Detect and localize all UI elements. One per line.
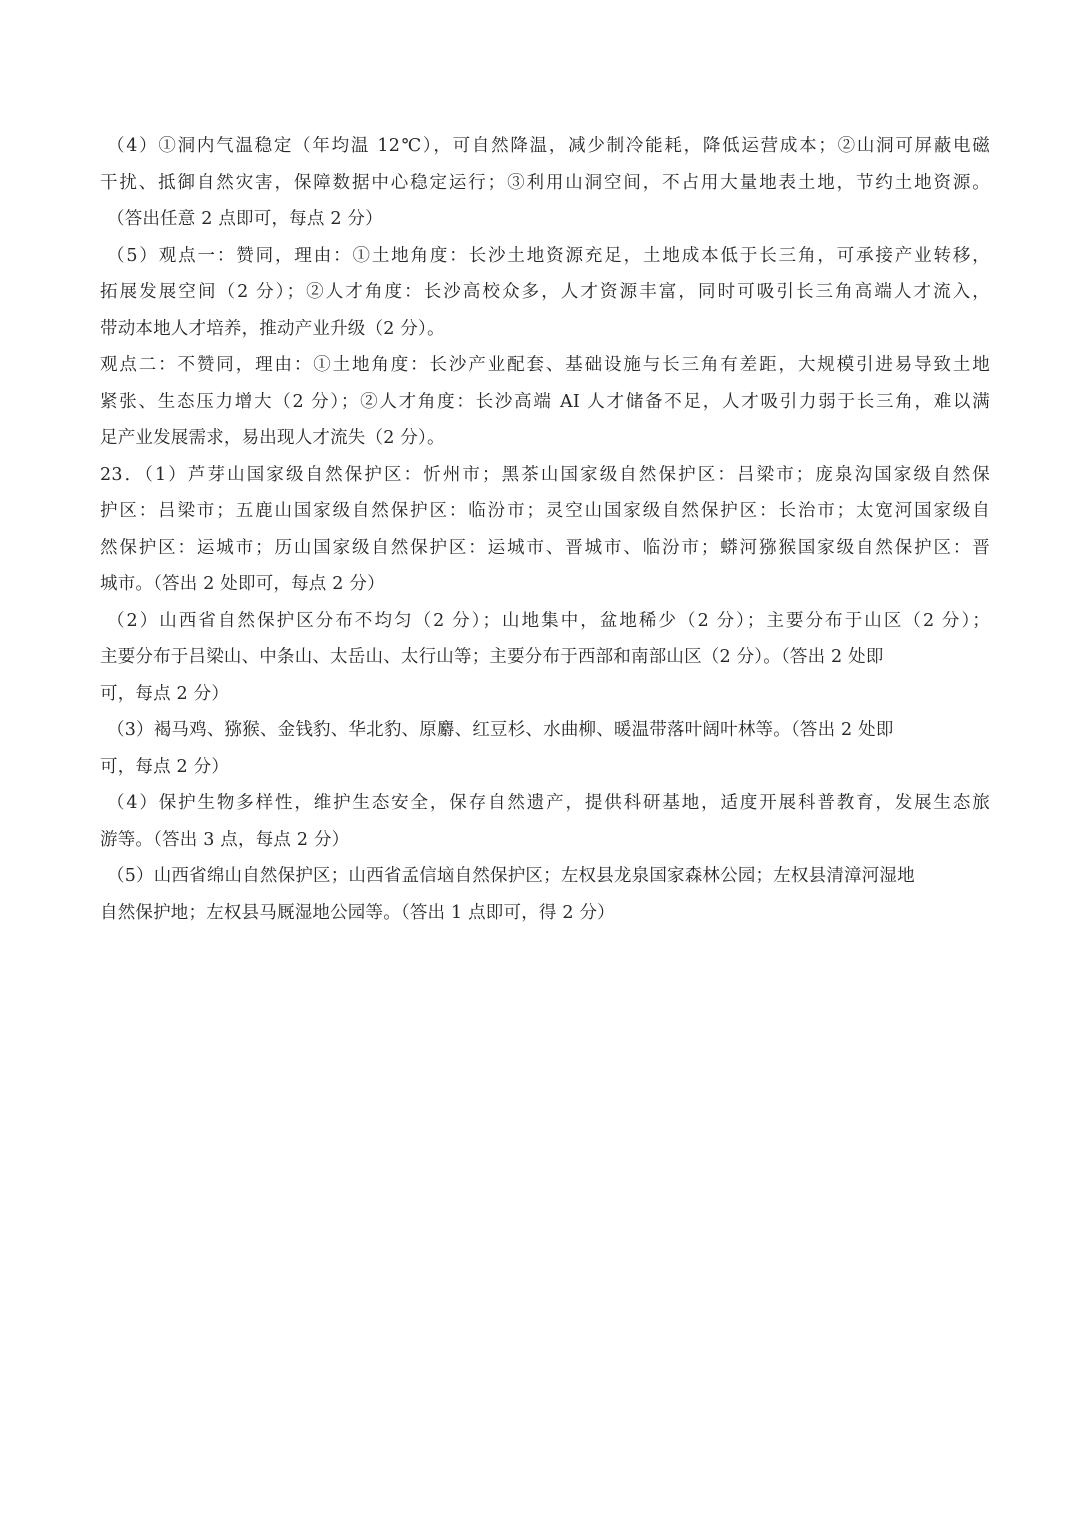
answer-line: 可，每点 2 分） — [100, 683, 230, 704]
answer-line: （答出任意 2 点即可，每点 2 分） — [107, 209, 383, 229]
answer-line: （4）①洞内气温稳定（年均温 12℃），可自然降温，减少制冷能耗，降低运营成本；②山洞可屏蔽电磁 — [107, 136, 990, 156]
answer-line: 城市。（答出 2 处即可，每点 2 分） — [100, 574, 385, 594]
answer-line: 紧张、生态压力增大（2 分）；②人才角度：长沙高端 AI 人才储备不足，人才吸引力弱于长三角，难以满 — [100, 391, 990, 412]
answer-line: 自然保护地；左权县马厩湿地公园等。（答出 1 点即可，得 2 分） — [100, 902, 615, 923]
answer-text-block — [100, 128, 990, 931]
answer-line: 23．（1）芦芽山国家级自然保护区：忻州市；黑茶山国家级自然保护区：吕梁市；庞泉沟国家级自然保 — [100, 464, 990, 485]
answer-line: （2）山西省自然保护区分布不均匀（2 分）；山地集中，盆地稀少（2 分）；主要分布于山区（2 分）； — [107, 610, 990, 631]
answer-line: 然保护区：运城市；历山国家级自然保护区：运城市、晋城市、临汾市；蟒河猕猴国家级自然保护区：晋 — [100, 537, 990, 558]
answer-line: 主要分布于吕梁山、中条山、太岳山、太行山等；主要分布于西部和南部山区（2 分）。（答出 2 处即 — [100, 647, 884, 667]
answer-line: 干扰、抵御自然灾害，保障数据中心稳定运行；③利用山洞空间，不占用大量地表土地，节约土地资源。 — [100, 172, 990, 193]
answer-line: 带动本地人才培养，推动产业升级（2 分）。 — [100, 318, 445, 339]
answer-line: （5）观点一：赞同，理由：①土地角度：长沙土地资源充足，土地成本低于长三角，可承接产业转移， — [107, 245, 990, 266]
answer-line: （4）保护生物多样性，维护生态安全，保存自然遗产，提供科研基地，适度开展科普教育，发展生态旅 — [107, 793, 990, 813]
answer-line: 拓展发展空间（2 分）；②人才角度：长沙高校众多，人才资源丰富，同时可吸引长三角高端人才流入， — [100, 282, 990, 302]
answer-line: （5）山西省绵山自然保护区；山西省孟信垴自然保护区；左权县龙泉国家森林公园；左权县清漳河湿地 — [107, 866, 915, 886]
answer-line: 足产业发展需求，易出现人才流失（2 分）。 — [100, 428, 445, 448]
answer-line: （3）褐马鸡、猕猴、金钱豹、华北豹、原麝、红豆杉、水曲柳、暖温带落叶阔叶林等。（答出 2 处即 — [107, 720, 894, 740]
answer-line: 观点二：不赞同，理由：①土地角度：长沙产业配套、基础设施与长三角有差距，大规模引进易导致土地 — [100, 355, 990, 375]
answer-line: 可，每点 2 分） — [100, 756, 230, 777]
answer-line: 护区：吕梁市；五鹿山国家级自然保护区：临汾市；灵空山国家级自然保护区：长治市；太宽河国家级自 — [100, 501, 990, 521]
answer-line: 游等。（答出 3 点，每点 2 分） — [100, 829, 350, 850]
